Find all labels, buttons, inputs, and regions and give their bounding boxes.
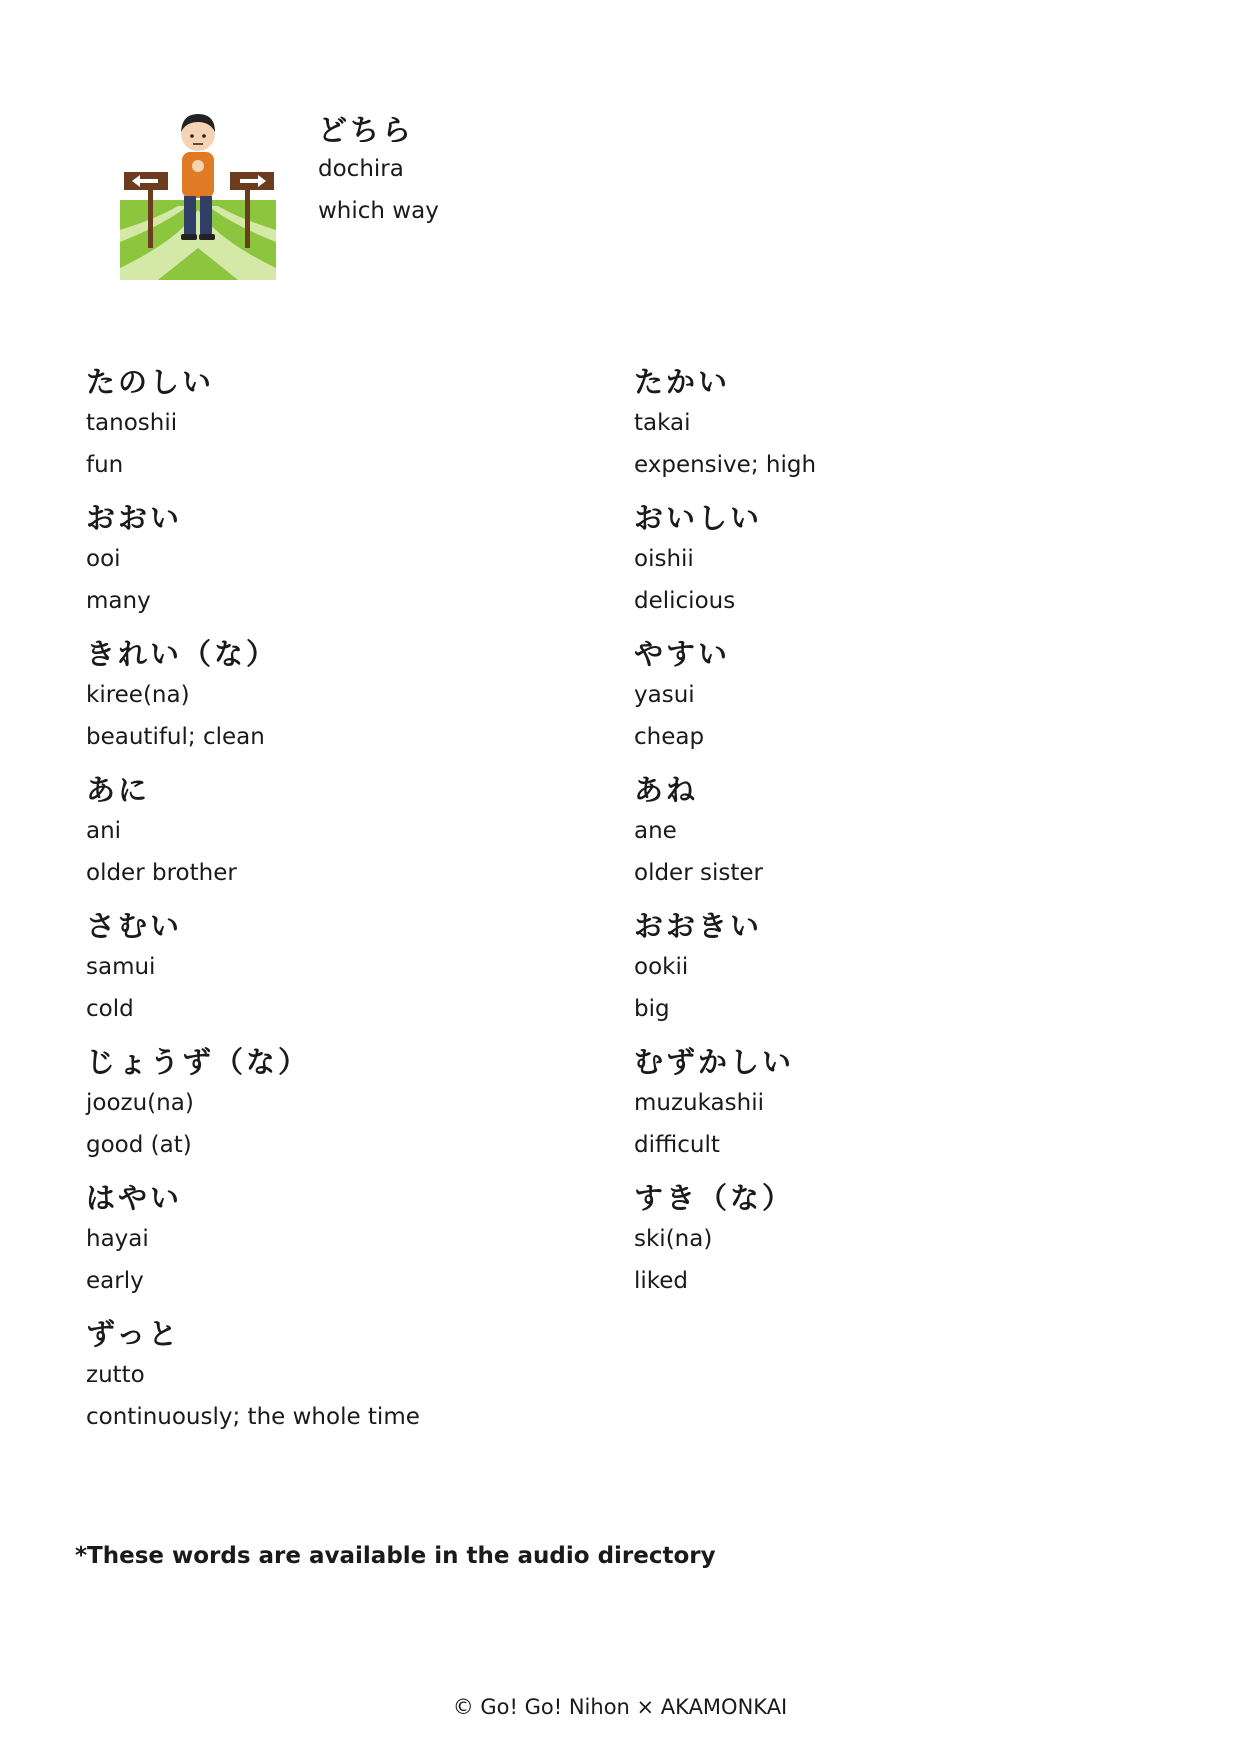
title-text [318, 110, 439, 226]
vocab-romaji: ane [634, 818, 677, 844]
vocab-meaning: early [86, 1268, 144, 1294]
vocab-entry [86, 498, 606, 634]
vocab-meaning: good (at) [86, 1132, 192, 1158]
vocab-kana: おおい [86, 501, 183, 535]
vocab-meaning: difficult [634, 1132, 720, 1158]
vocab-meaning: continuously; the whole time [86, 1404, 420, 1430]
vocab-entry [86, 634, 606, 770]
vocab-meaning: cheap [634, 724, 705, 750]
vocab-kana: おおきい [634, 909, 763, 943]
vocab-entry [634, 634, 1154, 770]
vocab-romaji: kiree(na) [86, 682, 190, 708]
person-at-crossroads-icon [118, 110, 280, 282]
vocab-kana: すき（な） [634, 1181, 795, 1215]
vocab-romaji: ooi [86, 546, 121, 572]
vocab-romaji: samui [86, 954, 156, 980]
vocab-entry [634, 498, 1154, 634]
vocab-romaji: ani [86, 818, 122, 844]
vocab-entry [86, 906, 606, 1042]
vocab-romaji: muzukashii [634, 1090, 764, 1116]
vocab-kana: むずかしい [634, 1045, 795, 1079]
vocab-meaning: older sister [634, 860, 763, 886]
vocab-entry [86, 1178, 606, 1314]
vocab-entry [634, 906, 1154, 1042]
vocab-entry [86, 1314, 606, 1450]
vocab-romaji: zutto [86, 1362, 145, 1388]
vocab-romaji: joozu(na) [86, 1090, 194, 1116]
vocab-meaning: fun [86, 452, 124, 478]
vocab-kana: さむい [86, 909, 183, 943]
vocab-entry [86, 362, 606, 498]
vocab-kana: あに [86, 773, 151, 807]
vocab-entry [634, 362, 1154, 498]
vocab-kana: たかい [634, 365, 731, 399]
vocab-entry [634, 1178, 1154, 1314]
vocab-kana: ずっと [86, 1317, 181, 1351]
vocab-column-left [86, 362, 606, 1450]
vocab-meaning: older brother [86, 860, 237, 886]
vocab-kana: たのしい [86, 365, 215, 399]
vocab-kana: おいしい [634, 501, 763, 535]
vocab-meaning: big [634, 996, 670, 1022]
vocab-romaji: takai [634, 410, 691, 436]
title-romaji: dochira [318, 156, 404, 182]
vocab-entry [86, 1042, 606, 1178]
vocab-entry [634, 1042, 1154, 1178]
vocab-entry [86, 770, 606, 906]
title-entry [118, 110, 718, 290]
vocab-romaji: ookii [634, 954, 689, 980]
title-kana: どちら [318, 113, 415, 147]
vocab-meaning: delicious [634, 588, 736, 614]
vocab-meaning: liked [634, 1268, 689, 1294]
vocab-kana: はやい [86, 1181, 183, 1215]
vocab-entry [634, 770, 1154, 906]
vocab-column-right [634, 362, 1154, 1314]
vocab-kana: じょうず（な） [86, 1045, 311, 1079]
vocab-kana: やすい [634, 637, 731, 671]
vocab-romaji: ski(na) [634, 1226, 713, 1252]
vocab-romaji: oishii [634, 546, 694, 572]
title-meaning: which way [318, 198, 439, 224]
vocab-kana: きれい（な） [86, 637, 279, 671]
audio-note: *These words are available in the audio directory [75, 1543, 716, 1569]
vocab-meaning: many [86, 588, 151, 614]
vocab-romaji: tanoshii [86, 410, 178, 436]
vocab-romaji: hayai [86, 1226, 149, 1252]
vocab-meaning: beautiful; clean [86, 724, 265, 750]
copyright-footer: © Go! Go! Nihon × AKAMONKAI [452, 1695, 788, 1719]
vocab-meaning: expensive; high [634, 452, 817, 478]
vocab-kana: あね [634, 773, 699, 807]
vocab-meaning: cold [86, 996, 134, 1022]
vocab-romaji: yasui [634, 682, 695, 708]
